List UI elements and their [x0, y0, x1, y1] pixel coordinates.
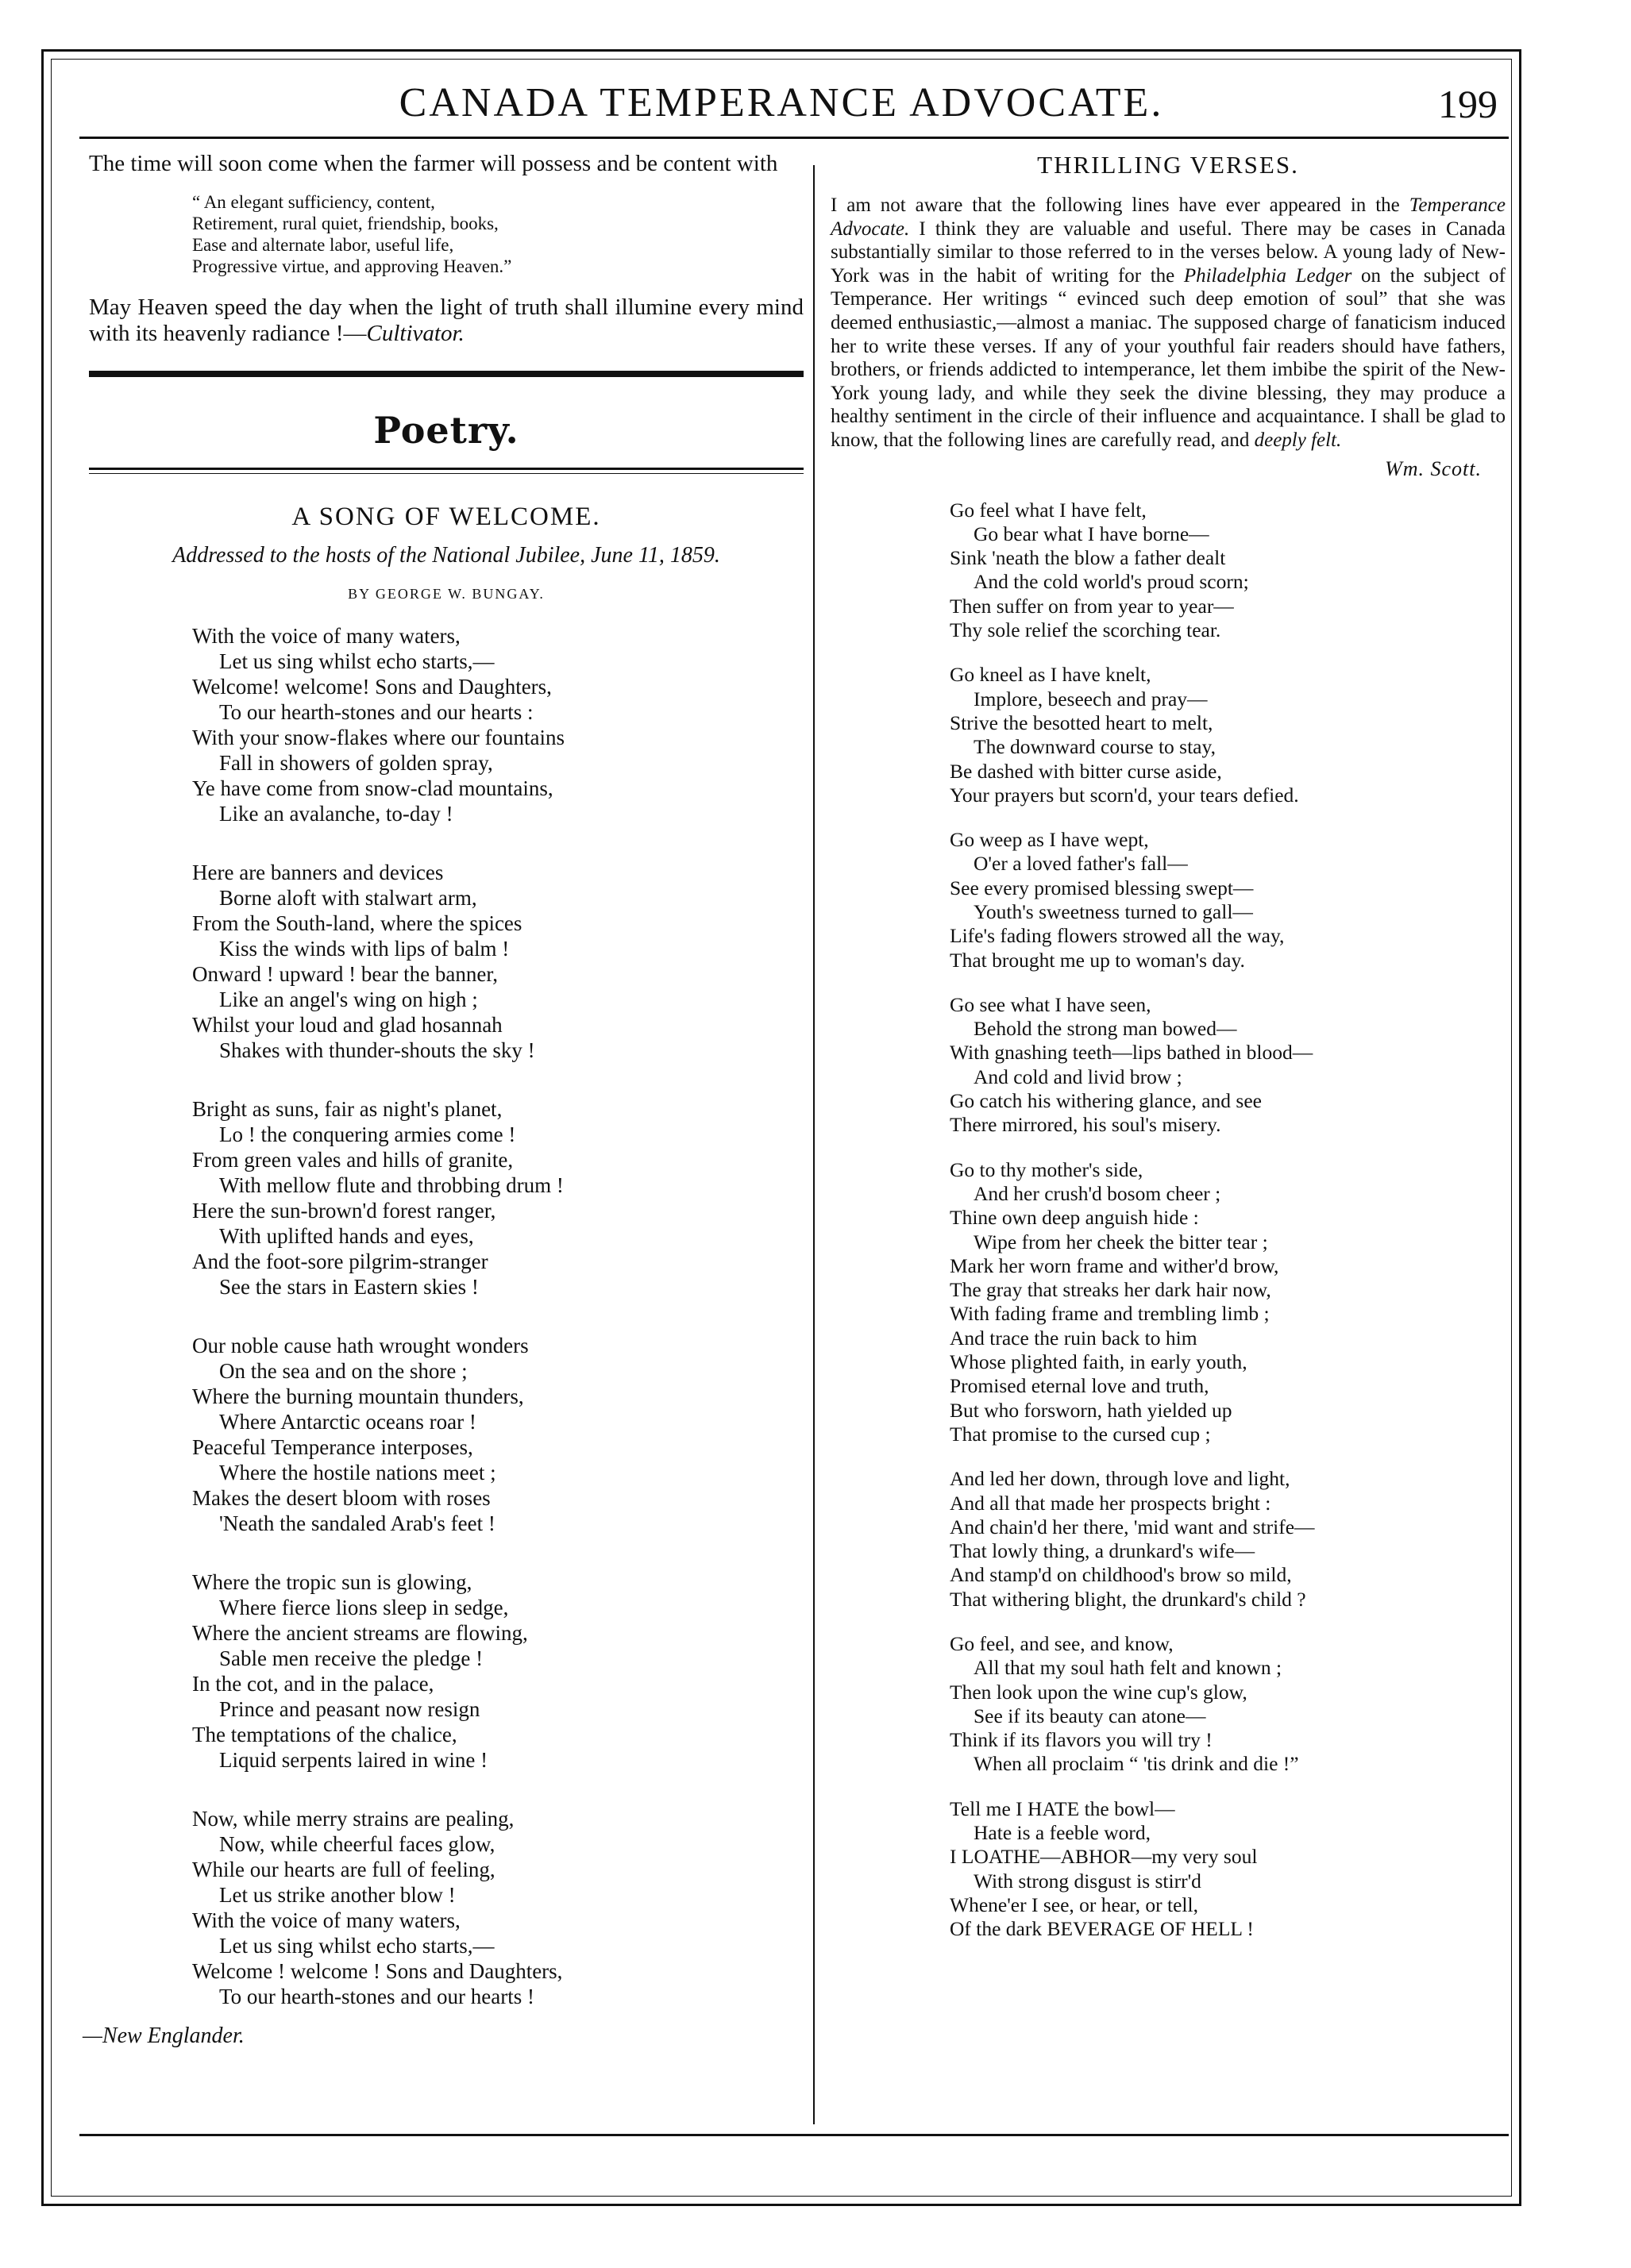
verse-line: With uplifted hands and eyes,: [219, 1224, 474, 1248]
stanza: [950, 1632, 1506, 1777]
stanza: [192, 1569, 804, 1773]
stanza: [192, 623, 804, 826]
verse-line: That lowly thing, a drunkard's wife—: [950, 1539, 1255, 1563]
verse-line: Wipe from her cheek the bitter tear ;: [974, 1230, 1268, 1253]
verse-line: Now, while cheerful faces glow,: [219, 1832, 495, 1856]
verse-line: The gray that streaks her dark hair now,: [950, 1278, 1271, 1302]
verse-line: Strive the besotted heart to melt,: [950, 710, 1213, 734]
verse-line: See every promised blessing swept—: [950, 876, 1254, 899]
stanza: [950, 1467, 1506, 1611]
stanza: [950, 1797, 1506, 1942]
poem-byline: BY GEORGE W. BUNGAY.: [348, 586, 545, 602]
verse-line: Whene'er I see, or hear, or tell,: [950, 1893, 1198, 1916]
page-header: [51, 70, 1512, 133]
verse-line: See the stars in Eastern skies !: [219, 1275, 479, 1299]
verse-line: Welcome! welcome! Sons and Daughters,: [192, 675, 552, 699]
stanza: [950, 993, 1506, 1138]
quote-line: Retirement, rural quiet, friendship, books,: [192, 214, 499, 233]
verse-line: Sable men receive the pledge !: [219, 1646, 484, 1670]
poem-dedication: Addressed to the hosts of the National Jubilee, June 11, 1859.: [172, 543, 720, 568]
verse-line: Like an angel's wing on high ;: [219, 988, 478, 1011]
poem-thrilling-verses: [950, 499, 1506, 1942]
verse-line: On the sea and on the shore ;: [219, 1359, 468, 1383]
verse-line: Where the tropic sun is glowing,: [192, 1570, 472, 1594]
verse-line: From the South-land, where the spices: [192, 911, 522, 935]
verse-line: Then suffer on from year to year—: [950, 594, 1234, 618]
verse-line: Whilst your loud and glad hosannah: [192, 1013, 503, 1037]
stanza: [192, 860, 804, 1063]
verse-line: See if its beauty can atone—: [974, 1704, 1206, 1727]
verse-line: And trace the ruin back to him: [950, 1326, 1197, 1350]
verse-line: The temptations of the chalice,: [192, 1723, 457, 1746]
verse-line: Go bear what I have borne—: [974, 522, 1209, 545]
verse-line: Ye have come from snow-clad mountains,: [192, 776, 553, 800]
verse-line: With the voice of many waters,: [192, 624, 461, 648]
page-number: 199: [1438, 82, 1498, 126]
verse-line: Where the burning mountain thunders,: [192, 1384, 524, 1408]
verse-line: I LOATHE—ABHOR—my very soul: [950, 1845, 1258, 1869]
verse-line: Makes the desert bloom with roses: [192, 1486, 491, 1510]
verse-line: That promise to the cursed cup ;: [950, 1422, 1211, 1446]
verse-line: Then look upon the wine cup's glow,: [950, 1680, 1247, 1704]
verse-line: Here are banners and devices: [192, 861, 444, 884]
verse-line: Be dashed with bitter curse aside,: [950, 759, 1222, 783]
verse-line: With mellow flute and throbbing drum !: [219, 1173, 564, 1197]
verse-line: And led her down, through love and light,: [950, 1467, 1290, 1491]
verse-line: Go catch his withering glance, and see: [950, 1089, 1262, 1113]
verse-line: Sink 'neath the blow a father dealt: [950, 546, 1226, 570]
verse-line: Where the hostile nations meet ;: [219, 1461, 496, 1484]
verse-line: Go feel what I have felt,: [950, 498, 1147, 522]
footer-rule: [79, 2134, 1509, 2136]
verse-line: Go feel, and see, and know,: [950, 1632, 1174, 1655]
poem-song-of-welcome: [192, 623, 804, 2009]
verse-line: Your prayers but scorn'd, your tears defied.: [950, 783, 1299, 807]
article-intro: [831, 194, 1506, 452]
verse-line: Like an avalanche, to-day !: [219, 802, 453, 826]
verse-line: That withering blight, the drunkard's child ?: [950, 1587, 1306, 1611]
verse-line: Lo ! the conquering armies come !: [219, 1122, 516, 1146]
verse-line: And all that made her prospects bright :: [950, 1491, 1271, 1515]
section-heading-poetry: Poetry.: [373, 409, 519, 452]
stanza: [950, 1158, 1506, 1447]
verse-line: Thy sole relief the scorching tear.: [950, 618, 1221, 642]
verse-line: Welcome ! welcome ! Sons and Daughters,: [192, 1959, 563, 1983]
quote-line: “ An elegant sufficiency, content,: [192, 192, 435, 212]
verse-line: Go kneel as I have knelt,: [950, 663, 1151, 687]
verse-line: But who forsworn, hath yielded up: [950, 1398, 1232, 1422]
verse-line: 'Neath the sandaled Arab's feet !: [219, 1511, 495, 1535]
verse-line: Go weep as I have wept,: [950, 828, 1149, 852]
verse-line: With the voice of many waters,: [192, 1908, 461, 1932]
verse-line: Tell me I HATE the bowl—: [950, 1796, 1175, 1820]
verse-line: Of the dark BEVERAGE OF HELL !: [950, 1917, 1254, 1941]
stanza: [192, 1333, 804, 1536]
verse-line: Behold the strong man bowed—: [974, 1017, 1237, 1041]
verse-line: And chain'd her there, 'mid want and strife—: [950, 1515, 1315, 1538]
verse-line: With fading frame and trembling limb ;: [950, 1302, 1270, 1326]
verse-line: Fall in showers of golden spray,: [219, 751, 493, 775]
verse-line: Implore, beseech and pray—: [974, 687, 1208, 710]
stanza: [950, 663, 1506, 807]
verse-line: Where the ancient streams are flowing,: [192, 1621, 528, 1645]
verse-line: Youth's sweetness turned to gall—: [974, 899, 1253, 923]
verse-line: The downward course to stay,: [974, 735, 1216, 759]
verse-line: Let us sing whilst echo starts,—: [219, 649, 495, 673]
newspaper-title: CANADA TEMPERANCE ADVOCATE.: [399, 80, 1164, 125]
verse-line: Think if its flavors you will try !: [950, 1728, 1213, 1752]
verse-line: Shakes with thunder-shouts the sky !: [219, 1038, 535, 1062]
closing-paragraph: [89, 295, 804, 347]
article-title: THRILLING VERSES.: [1037, 151, 1299, 179]
quote-line: Progressive virtue, and approving Heaven.”: [192, 256, 512, 276]
intro-text: I think they are valuable and useful. There may be cases in Canada substantially similar to those referred to in the verses below. A young lady of New-York was in the habit of writing for the: [831, 218, 1506, 287]
stanza: [192, 1806, 804, 2009]
stanza: [950, 499, 1506, 643]
verse-line: In the cot, and in the palace,: [192, 1672, 434, 1696]
quote-line: Ease and alternate labor, useful life,: [192, 235, 454, 255]
verse-line: With gnashing teeth—lips bathed in blood—: [950, 1041, 1313, 1065]
intro-paragraph: The time will soon come when the farmer will possess and be content with: [89, 151, 778, 176]
section-rule: [89, 371, 804, 377]
verse-line: Borne aloft with stalwart arm,: [219, 886, 477, 910]
verse-line: With strong disgust is stirr'd: [974, 1869, 1201, 1893]
verse-line: Where fierce lions sleep in sedge,: [219, 1596, 509, 1619]
header-rule: [79, 137, 1509, 139]
verse-line: Kiss the winds with lips of balm !: [219, 937, 510, 961]
verse-line: Thine own deep anguish hide :: [950, 1206, 1199, 1230]
poem-credit: —New Englander.: [83, 2023, 245, 2048]
verse-line: To our hearth-stones and our hearts :: [219, 700, 534, 724]
verse-line: When all proclaim “ 'tis drink and die !”: [974, 1752, 1299, 1776]
publication-name: Temperance Advocate.: [831, 194, 1506, 240]
verse-line: Peaceful Temperance interposes,: [192, 1435, 473, 1459]
verse-line: Go see what I have seen,: [950, 992, 1151, 1016]
verse-line: To our hearth-stones and our hearts !: [219, 1985, 534, 2008]
intro-text: on the subject of Temperance. Her writings “ evinced such deep emotion of soul” that she was deemed enthusiastic,—almost a maniac. The supposed charge of fanaticism induced her to write these verses. If any of your youthful fair readers should have fathers, brothers, or friends addicted to intemperance, let them imbibe the spirit of the New-York young lady, and while they seek the divine blessing, they may produce a healthy sentiment in the circle of their influence and acquaintance. I shall be glad to know, that the following lines are carefully read, and: [831, 264, 1506, 451]
right-column: [831, 151, 1506, 1942]
verse-line: That brought me up to woman's day.: [950, 948, 1245, 972]
verse-line: Mark her worn frame and wither'd brow,: [950, 1253, 1279, 1277]
verse-line: Our noble cause hath wrought wonders: [192, 1334, 529, 1357]
verse-line: And stamp'd on childhood's brow so mild,: [950, 1563, 1292, 1587]
verse-line: And the cold world's proud scorn;: [974, 570, 1249, 594]
verse-line: With your snow-flakes where our fountains: [192, 726, 565, 749]
verse-line: Liquid serpents laired in wine !: [219, 1748, 488, 1772]
verse-line: Go to thy mother's side,: [950, 1157, 1143, 1181]
verse-line: And cold and livid brow ;: [974, 1065, 1182, 1088]
verse-line: Where Antarctic oceans roar !: [219, 1410, 476, 1434]
publication-name: Philadelphia Ledger: [1183, 264, 1352, 287]
verse-line: Now, while merry strains are pealing,: [192, 1807, 515, 1831]
verse-line: And her crush'd bosom cheer ;: [974, 1181, 1221, 1205]
verse-line: While our hearts are full of feeling,: [192, 1858, 495, 1881]
stanza: [192, 1096, 804, 1300]
intro-text: I am not aware that the following lines have ever appeared in the: [831, 194, 1409, 216]
verse-line: Promised eternal love and truth,: [950, 1374, 1209, 1398]
verse-line: Hate is a feeble word,: [974, 1821, 1151, 1845]
verse-line: Let us sing whilst echo starts,—: [219, 1934, 495, 1958]
stanza: [950, 828, 1506, 972]
verse-line: Whose plighted faith, in early youth,: [950, 1350, 1247, 1374]
left-column: [83, 151, 804, 2049]
verse-line: There mirrored, his soul's misery.: [950, 1113, 1221, 1137]
author-signature: Wm. Scott.: [1385, 456, 1482, 480]
verse-line: Prince and peasant now resign: [219, 1697, 480, 1721]
emphasis-text: deeply felt.: [1254, 429, 1342, 451]
verse-line: From green vales and hills of granite,: [192, 1148, 514, 1172]
verse-line: Onward ! upward ! bear the banner,: [192, 962, 499, 986]
closing-text: May Heaven speed the day when the light of truth shall illumine every mind with its heavenly radiance !—: [89, 295, 804, 346]
poem-title: A SONG OF WELCOME.: [291, 503, 601, 531]
quoted-verse: [192, 191, 804, 277]
column-divider: [813, 165, 815, 2124]
verse-line: Life's fading flowers strowed all the way,: [950, 924, 1285, 948]
verse-line: And the foot-sore pilgrim-stranger: [192, 1250, 488, 1273]
section-double-rule: [89, 468, 804, 474]
verse-line: All that my soul hath felt and known ;: [974, 1656, 1282, 1680]
source-citation: Cultivator.: [366, 321, 465, 346]
verse-line: Bright as suns, fair as night's planet,: [192, 1097, 503, 1121]
verse-line: Let us strike another blow !: [219, 1883, 456, 1907]
verse-line: O'er a loved father's fall—: [974, 852, 1188, 876]
verse-line: Here the sun-brown'd forest ranger,: [192, 1199, 496, 1223]
